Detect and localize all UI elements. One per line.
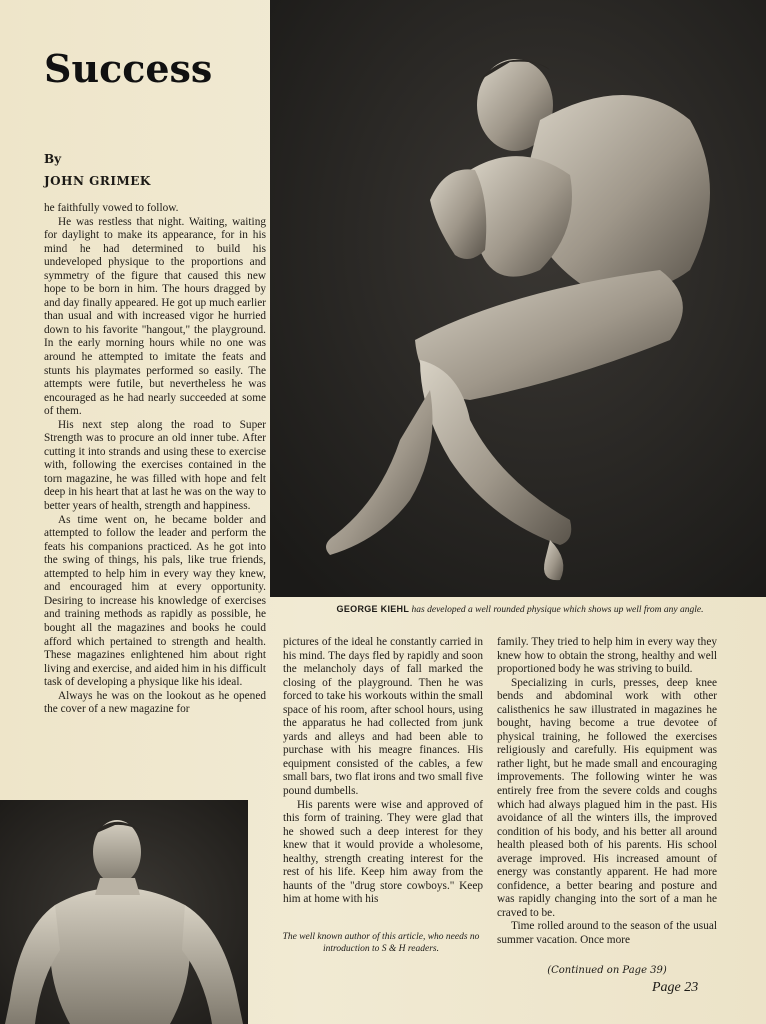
paragraph: He was restless that night. Waiting, waiting for daylight to make its appearance, for in his mind he had determined to build his undeveloped physique to the proportions and symmetry of the figure that caused this new hope to be born in him. The hours dragged by and day finally appeared. He got up much earlier than usual and with increased vigor he hurried down to his favorite "hangout," the playground. In the early morning hours while no one was around he attempted to imitate the feats and stunts his playmates performed so easily. The attempts were futile, but nevertheless he was encouraged as he had nearly succeeded at some of them. xyxy=(44,215,266,418)
author-figure-illustration xyxy=(0,800,248,1024)
paragraph: family. They tried to help him in every way they knew how to obtain the strong, healthy and well proportioned body he was striving to build. xyxy=(497,636,717,676)
continued-notice: (Continued on Page 39) xyxy=(547,965,667,976)
byline-author: JOHN GRIMEK xyxy=(44,174,151,188)
caption-name: GEORGE KIEHL xyxy=(336,604,410,614)
paragraph: he faithfully vowed to follow. xyxy=(44,202,179,214)
article-title: Success xyxy=(44,46,213,91)
text-column-2 xyxy=(283,636,483,907)
byline-by: By xyxy=(44,152,62,166)
author-note: The well known author of this article, who needs no introduction to S & H readers. xyxy=(282,932,480,954)
page-number: Page 23 xyxy=(652,980,699,995)
paragraph: Time rolled around to the season of the usual summer vacation. Once more xyxy=(497,920,717,947)
photo-author-portrait xyxy=(0,800,248,1024)
paragraph: As time went on, he became bolder and attempted to follow the leader and perform the feats his companions practiced. As he got into the swing of things, his pals, like true friends, attempted to help him in every way they knew, and encouraged him at every opportunity. Desiring to increase his knowledge of exercises and training methods as rapidly as possible, he bought all the magazines and books he could afford which pertained to strength and health. These magazines enlightened him about right living and exercise, and aided him in his difficult task of developing a physique like his ideal. xyxy=(44,513,266,689)
bodybuilder-figure-illustration xyxy=(270,0,766,597)
paragraph: Specializing in curls, presses, deep knee bends and abdominal work with other calisthenics he saw illustrated in magazines he bought, having become a true devotee of physical training, he followed the exercises religiously and carefully. His equipment was rather light, but he made small and encouraging improvements. The following winter he was entirely free from the severe colds and coughs which had always plagued him in the past. His avoidance of all the winters ills, the improved condition of his body, and his better all around health pleased both of his parents. His school average improved. His increased amount of energy was constantly apparent. He had more confidence, a better bearing and posture and was rapidly changing into the sort of a man he craved to be. xyxy=(497,676,717,919)
photo-caption xyxy=(300,604,740,616)
paragraph: pictures of the ideal he constantly carried in his mind. The days fled by rapidly and soon the melancholy days of fall marked the closing of the playground. Then he was forced to take his workouts within the small space of his room, after school hours, using the apparatus he had collected from junk yards and alleys and had been able to purchase with his meagre finances. His equipment consisted of the cables, a few small bars, two flat irons and two small five pound dumbells. xyxy=(283,636,483,798)
paragraph: His next step along the road to Super Strength was to procure an old inner tube. After cutting it into strands and using these to exercise with, following the exercises contained in the torn magazine, he was filled with hope and felt deep in his heart that at last he was on the way to better years of health, strength and happiness. xyxy=(44,418,266,513)
text-column-1 xyxy=(44,202,266,717)
paragraph: His parents were wise and approved of this form of training. They were glad that he showed such a deep interest for they knew that it would provide a wholesome, healthy, strength creating interest for the rest of his life. Keep him away from the haunts of the "drug store cowboys." Keep him at home with his xyxy=(283,798,483,906)
paragraph: Always he was on the lookout as he opened the cover of a new magazine for xyxy=(44,689,266,716)
caption-text: has developed a well rounded physique which shows up well from any angle. xyxy=(411,605,704,615)
text-column-3 xyxy=(497,636,717,948)
photo-bodybuilder-pose xyxy=(270,0,766,597)
